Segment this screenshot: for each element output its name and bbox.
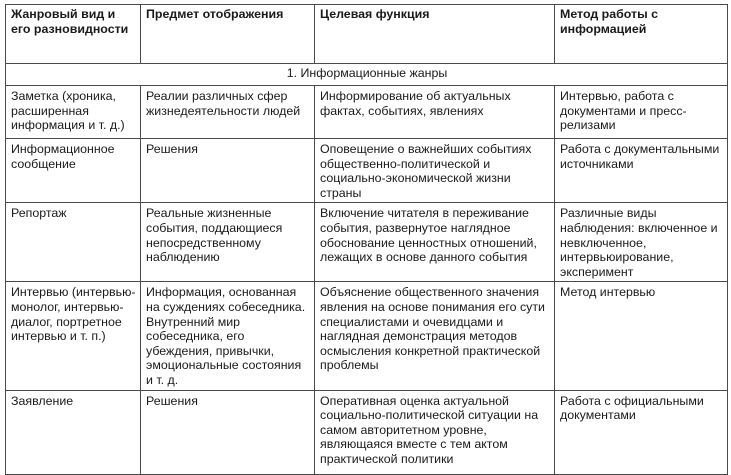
cell-method: Интервью, работа с документами и пресс-релизами xyxy=(555,86,728,139)
section-title: 1. Информационные жанры xyxy=(6,64,728,86)
header-subject-text: Предмет отображения xyxy=(146,7,284,21)
cell-genre: Репортаж xyxy=(6,203,141,282)
cell-method: Работа с официальными документами xyxy=(555,390,728,474)
cell-genre: Интервью (интервью-монолог, интервью-диалог, портретное интервью и т. п.) xyxy=(6,282,141,390)
cell-subject: Информация, основанная на суждениях собеседника. Внутренний мир собеседника, его убеждения, привычки, эмоциональные состояния и т. д. xyxy=(141,282,315,390)
cell-genre: Заявление xyxy=(6,390,141,474)
header-subject xyxy=(141,5,315,64)
cell-method: Метод интервью xyxy=(555,282,728,390)
header-method-text: Метод работы с информацией xyxy=(560,7,659,36)
cell-function: Оповещение о важнейших событиях общественно-политической и социально-экономической жизни страны xyxy=(315,139,555,203)
cell-method: Различные виды наблюдения: включенное и невключенное, интервьюирование, эксперимент xyxy=(555,203,728,282)
section-row xyxy=(6,64,728,86)
table-row xyxy=(6,282,728,390)
cell-subject: Реальные жизненные события, поддающиеся непосредственному наблюдению xyxy=(141,203,315,282)
table-header-row xyxy=(6,5,728,64)
header-function xyxy=(315,5,555,64)
table-row xyxy=(6,86,728,139)
cell-subject: Решения xyxy=(141,390,315,474)
header-function-text: Целевая функция xyxy=(320,7,430,21)
cell-method: Работа с документальными источниками xyxy=(555,139,728,203)
genre-table xyxy=(5,4,728,475)
cell-subject: Реалии различных сфер жизнедеятельности людей xyxy=(141,86,315,139)
table-row xyxy=(6,139,728,203)
cell-function: Включение читателя в переживание события, развернутое наглядное обоснование ценностных отношений, лежащих в основе данного события xyxy=(315,203,555,282)
cell-genre: Информационное сообщение xyxy=(6,139,141,203)
table-row xyxy=(6,203,728,282)
header-method xyxy=(555,5,728,64)
header-genre xyxy=(6,5,141,64)
cell-function: Объяснение общественного значения явления на основе понимания его сути специалистами и очевидцами и наглядная демонстрация методов осмысления конкретной практической проблемы xyxy=(315,282,555,390)
table-row xyxy=(6,390,728,474)
header-genre-text: Жанровый вид и его разновидности xyxy=(11,7,129,36)
cell-function: Информирование об актуальных фактах, событиях, явлениях xyxy=(315,86,555,139)
cell-subject: Решения xyxy=(141,139,315,203)
cell-genre: Заметка (хроника, расширенная информация и т. д.) xyxy=(6,86,141,139)
cell-function: Оперативная оценка актуальной социально-политической ситуации на самом авторитетном уровне, являющаяся вместе с тем актом практической политики xyxy=(315,390,555,474)
